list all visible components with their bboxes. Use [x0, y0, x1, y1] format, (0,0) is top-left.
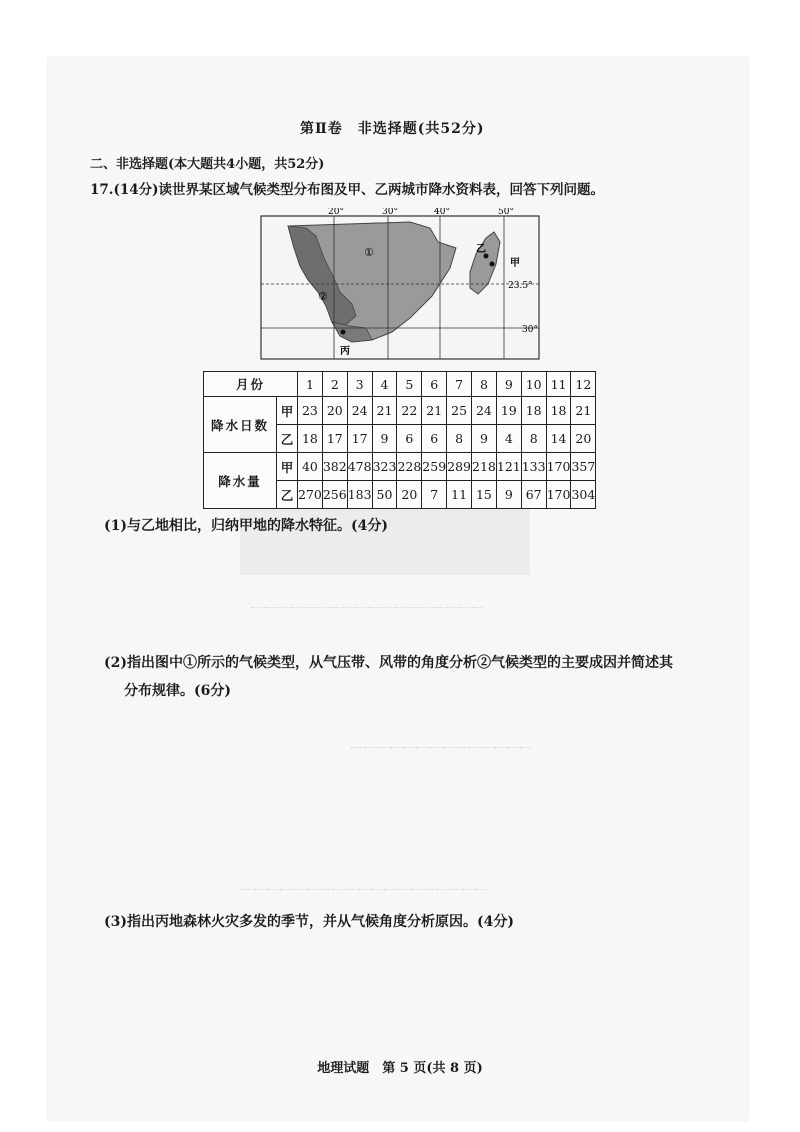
month-cell: 2	[322, 372, 347, 397]
rainfall-jia-cell: 478	[347, 453, 372, 481]
rainfall-jia-cell: 40	[298, 453, 323, 481]
rainfall-yi-cell: 270	[298, 481, 323, 509]
rainfall-jia-cell: 382	[322, 453, 347, 481]
question-1: (1)与乙地相比，归纳甲地的降水特征。(4分)	[104, 518, 388, 534]
rain-days-yi-cell: 8	[447, 425, 472, 453]
month-cell: 5	[397, 372, 422, 397]
city-yi-label: 乙	[277, 425, 298, 453]
rainfall-yi-cell: 170	[546, 481, 571, 509]
rainfall-yi-cell: 256	[322, 481, 347, 509]
bleed-through-text: 一一一一一一一一一一一一一一一一一一	[250, 598, 485, 613]
rainfall-yi-cell: 20	[397, 481, 422, 509]
rain-days-jia-cell: 18	[546, 397, 571, 425]
table-row	[204, 453, 596, 481]
climate-map	[260, 208, 540, 360]
rain-days-yi-cell: 17	[322, 425, 347, 453]
rain-days-jia-cell: 21	[571, 397, 596, 425]
part-heading: 二、非选择题(本大题共4小题，共52分)	[90, 157, 325, 172]
precipitation-table	[203, 371, 596, 509]
rain-days-yi-cell: 6	[422, 425, 447, 453]
month-cell: 4	[372, 372, 397, 397]
rainfall-yi-cell: 304	[571, 481, 596, 509]
rain-days-yi-cell: 8	[521, 425, 546, 453]
rain-days-jia-cell: 18	[521, 397, 546, 425]
city-bing-dot	[341, 330, 346, 335]
region-label-2: ②	[318, 290, 328, 303]
rainfall-jia-cell: 133	[521, 453, 546, 481]
rain-days-yi-cell: 4	[496, 425, 521, 453]
rain-days-jia-cell: 25	[447, 397, 472, 425]
rainfall-yi-cell: 183	[347, 481, 372, 509]
month-cell: 1	[298, 372, 323, 397]
rainfall-jia-cell: 289	[447, 453, 472, 481]
question-17-prompt: 17.(14分)读世界某区域气候类型分布图及甲、乙两城市降水资料表，回答下列问题。	[90, 182, 605, 198]
rainfall-jia-cell: 170	[546, 453, 571, 481]
rain-days-yi-cell: 9	[472, 425, 497, 453]
city-label-yi: 乙	[476, 244, 486, 255]
city-jia-dot	[490, 262, 495, 267]
rainfall-yi-cell: 11	[447, 481, 472, 509]
rain-days-yi-cell: 20	[571, 425, 596, 453]
city-jia-label: 甲	[277, 397, 298, 425]
city-jia-label: 甲	[277, 453, 298, 481]
rainfall-jia-cell: 323	[372, 453, 397, 481]
region-label-1: ①	[364, 246, 374, 259]
rain-days-yi-cell: 17	[347, 425, 372, 453]
rainfall-jia-cell: 259	[422, 453, 447, 481]
month-header: 月份	[204, 372, 298, 397]
rainfall-yi-cell: 7	[422, 481, 447, 509]
month-cell: 12	[571, 372, 596, 397]
rain-days-jia-cell: 23	[298, 397, 323, 425]
rain-days-label: 降水日数	[204, 397, 277, 453]
question-2-line-2: 分布规律。(6分)	[124, 683, 231, 699]
month-cell: 7	[447, 372, 472, 397]
month-cell: 3	[347, 372, 372, 397]
lat-label-30: 30°	[522, 325, 538, 335]
rain-days-jia-cell: 24	[472, 397, 497, 425]
table-row	[204, 372, 596, 397]
lat-label-23-5: 23.5°	[508, 281, 533, 291]
bleed-through-text: 一一一一一一一一一一一一一一一一一一一	[240, 880, 488, 895]
rainfall-label: 降水量	[204, 453, 277, 509]
rainfall-jia-cell: 228	[397, 453, 422, 481]
lon-label-50: 50°	[498, 208, 514, 217]
city-label-bing: 丙	[340, 346, 350, 357]
rain-days-jia-cell: 19	[496, 397, 521, 425]
rainfall-jia-cell: 218	[472, 453, 497, 481]
rainfall-yi-cell: 15	[472, 481, 497, 509]
table-row	[204, 397, 596, 425]
month-cell: 6	[422, 372, 447, 397]
rainfall-jia-cell: 357	[571, 453, 596, 481]
rain-days-jia-cell: 21	[372, 397, 397, 425]
question-2-line-1: (2)指出图中①所示的气候类型，从气压带、风带的角度分析②气候类型的主要成因并简述其	[104, 655, 673, 671]
rain-days-yi-cell: 18	[298, 425, 323, 453]
rainfall-jia-cell: 121	[496, 453, 521, 481]
lon-label-30: 30°	[382, 208, 398, 217]
city-label-jia: 甲	[510, 258, 520, 269]
month-cell: 9	[496, 372, 521, 397]
lon-label-20: 20°	[328, 208, 344, 217]
rain-days-jia-cell: 21	[422, 397, 447, 425]
lon-label-40: 40°	[434, 208, 450, 217]
month-cell: 10	[521, 372, 546, 397]
rainfall-yi-cell: 9	[496, 481, 521, 509]
rain-days-yi-cell: 9	[372, 425, 397, 453]
month-cell: 11	[546, 372, 571, 397]
rain-days-yi-cell: 14	[546, 425, 571, 453]
rain-days-jia-cell: 24	[347, 397, 372, 425]
rain-days-yi-cell: 6	[397, 425, 422, 453]
question-3: (3)指出丙地森林火灾多发的季节，并从气候角度分析原因。(4分)	[104, 914, 514, 930]
rain-days-jia-cell: 20	[322, 397, 347, 425]
city-yi-label: 乙	[277, 481, 298, 509]
rainfall-yi-cell: 50	[372, 481, 397, 509]
month-cell: 8	[472, 372, 497, 397]
page-footer: 地理试题 第 5 页(共 8 页)	[317, 1061, 483, 1076]
section-title: 第Ⅱ卷 非选择题(共52分)	[300, 121, 485, 137]
bleed-through-text: 一一一一一一一一一一一一一一	[350, 738, 533, 753]
rain-days-jia-cell: 22	[397, 397, 422, 425]
rainfall-yi-cell: 67	[521, 481, 546, 509]
